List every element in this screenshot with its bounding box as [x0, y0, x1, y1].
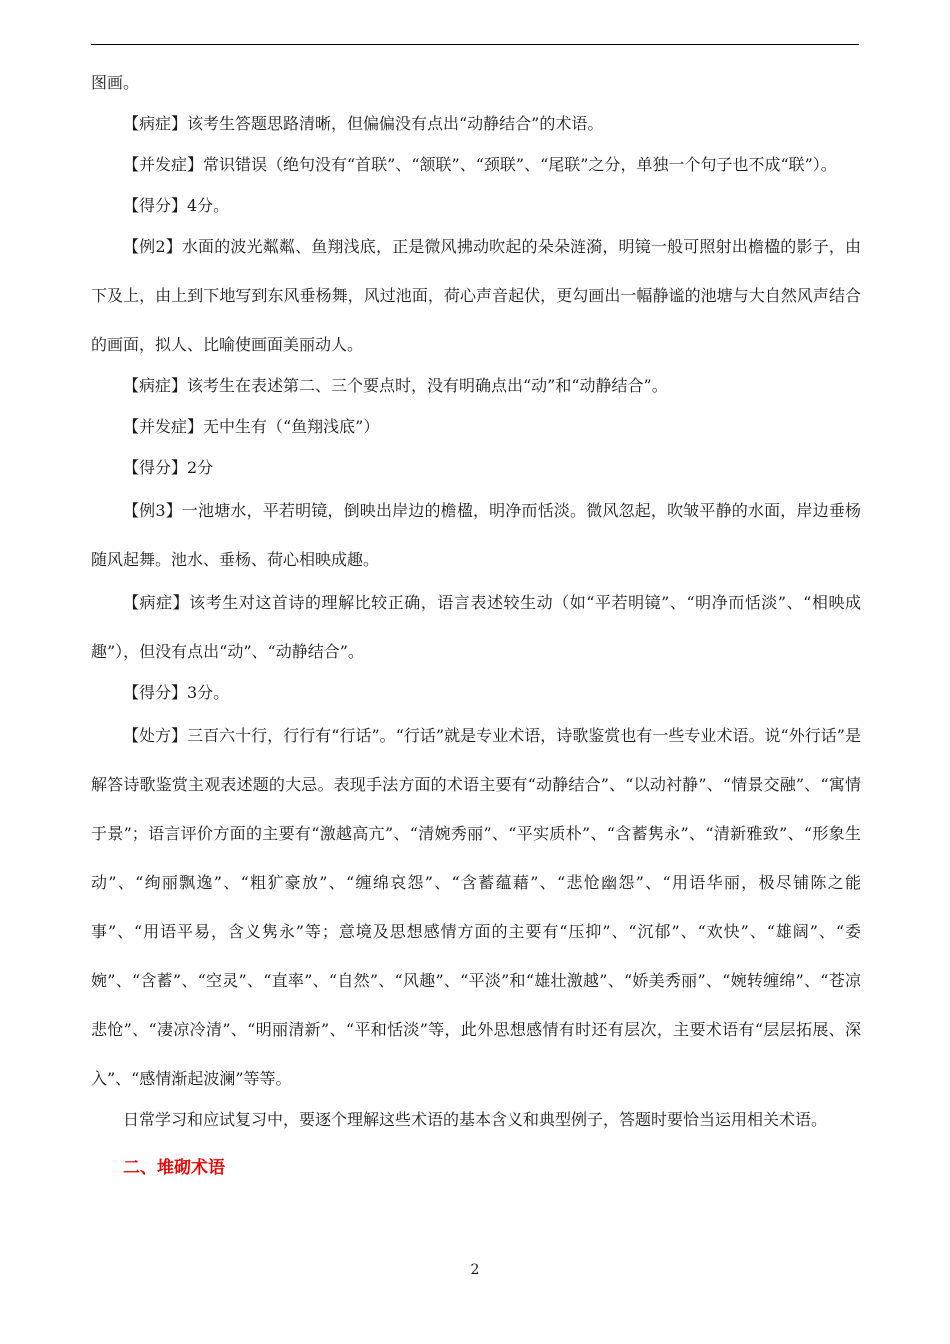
- paragraph-score-1: 【得分】4分。: [123, 196, 230, 215]
- paragraph-prescription: 【处方】三百六十行，行行有“行话”。“行话”就是专业术语，诗歌鉴赏也有一些专业术语。说“外行话”是解答诗歌鉴赏主观表述题的大忌。表现手法方面的术语主要有“动静结合”、“以动衬静”、“情景交融”、“寓情于景”；语言评价方面的主要有“激越高亢”、“清婉秀丽”、“平实质朴”、“含蓄隽永”、“清新雅致”、“形象生动”、“绚丽飘逸”、“粗犷豪放”、“缠绵哀怨”、“含蓄蕴藉”、“悲怆幽怨”、“用语华丽，极尽铺陈之能事”、“用语平易，含义隽永”等；意境及思想感情方面的主要有“压抑”、“沉郁”、“欢快”、“雄阔”、“委婉”、“含蓄”、“空灵”、“直率”、“自然”、“风趣”、“平淡”和“雄壮激越”、“娇美秀丽”、“婉转缠绵”、“苍凉悲怆”、“凄凉冷清”、“明丽清新”、“平和恬淡”等，此外思想感情有时还有层次，主要术语有“层层拓展、深入”、“感情渐起波澜”等等。: [91, 726, 861, 1088]
- paragraph-diagnosis-3: 【病症】该考生对这首诗的理解比较正确，语言表述较生动（如“平若明镜”、“明净而恬淡”、“相映成趣”），但没有点出“动”、“动静结合”。: [91, 593, 861, 661]
- header-rule: [91, 44, 859, 45]
- paragraph-complication-2: 【并发症】无中生有（“鱼翔浅底”）: [123, 417, 380, 436]
- paragraph-advice: 日常学习和应试复习中，要逐个理解这些术语的基本含义和典型例子，答题时要恰当运用相关术语。: [123, 1110, 828, 1129]
- page-number: 2: [470, 1262, 480, 1278]
- paragraph-score-3: 【得分】3分。: [123, 683, 230, 702]
- paragraph-diagnosis-1: 【病症】该考生答题思路清晰，但偏偏没有点出“动静结合”的术语。: [123, 114, 604, 133]
- paragraph-continuation: 图画。: [91, 73, 140, 92]
- section-heading: 二、堆砌术语: [123, 1158, 225, 1178]
- document-body: [91, 58, 861, 1192]
- paragraph-example-3: 【例3】一池塘水，平若明镜，倒映出岸边的檐楹，明净而恬淡。微风忽起，吹皱平静的水面，岸边垂杨随风起舞。池水、垂杨、荷心相映成趣。: [91, 501, 861, 569]
- paragraph-complication-1: 【并发症】常识错误（绝句没有“首联”、“颔联”、“颈联”、“尾联”之分，单独一个句子也不成“联”）。: [123, 155, 837, 174]
- paragraph-score-2: 【得分】2分: [123, 458, 214, 477]
- paragraph-diagnosis-2: 【病症】该考生在表述第二、三个要点时，没有明确点出“动”和“动静结合”。: [123, 376, 668, 395]
- paragraph-example-2: 【例2】水面的波光粼粼、鱼翔浅底，正是微风拂动吹起的朵朵涟漪，明镜一般可照射出檐楹的影子，由下及上，由上到下地写到东风垂杨舞，风过池面，荷心声音起伏，更勾画出一幅静谧的池塘与大自然风声结合的画面，拟人、比喻使画面美丽动人。: [91, 237, 861, 354]
